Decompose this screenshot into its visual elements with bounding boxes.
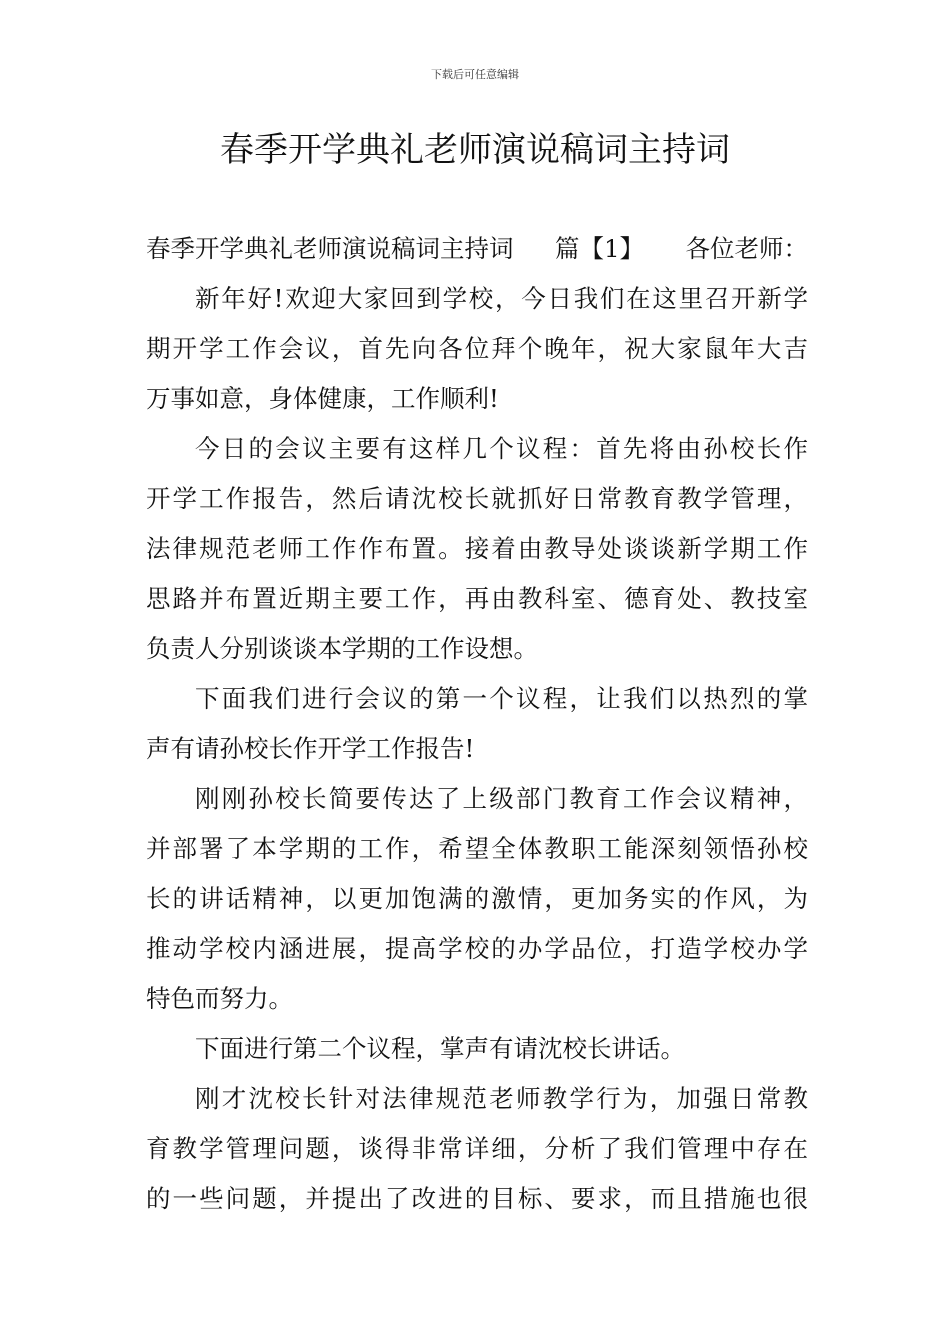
text-line: 声有请孙校长作开学工作报告! bbox=[146, 734, 475, 763]
header-note: 下载后可任意编辑 bbox=[431, 68, 519, 81]
paragraph bbox=[146, 1074, 808, 1224]
opening-heading: 春季开学典礼老师演说稿词主持词 bbox=[146, 234, 514, 263]
text-line: 特色而努力。 bbox=[146, 984, 293, 1013]
text-line: 法律规范老师工作作布置。接着由教导处谈谈新学期工作 bbox=[146, 534, 808, 563]
text-line: 今日的会议主要有这样几个议程：首先将由孙校长作 bbox=[195, 434, 808, 463]
text-line: 育教学管理问题，谈得非常详细，分析了我们管理中存在 bbox=[146, 1134, 808, 1163]
text-line: 下面我们进行会议的第一个议程，让我们以热烈的掌 bbox=[195, 684, 808, 713]
section-label: 篇【1】 bbox=[554, 234, 645, 263]
text-line: 开学工作报告，然后请沈校长就抓好日常教育教学管理， bbox=[146, 484, 808, 513]
text-line: 下面进行第二个议程，掌声有请沈校长讲话。 bbox=[195, 1034, 685, 1063]
text-line: 推动学校内涵进展，提高学校的办学品位，打造学校办学 bbox=[146, 934, 808, 963]
document-body bbox=[146, 224, 808, 1224]
text-line: 期开学工作会议，首先向各位拜个晚年，祝大家鼠年大吉 bbox=[146, 334, 808, 363]
text-line: 新年好!欢迎大家回到学校，今日我们在这里召开新学 bbox=[195, 284, 808, 313]
text-line: 负责人分别谈谈本学期的工作设想。 bbox=[146, 634, 538, 663]
text-line: 并部署了本学期的工作，希望全体教职工能深刻领悟孙校 bbox=[146, 834, 808, 863]
text-line: 思路并布置近期主要工作，再由教科室、德育处、教技室 bbox=[146, 584, 808, 613]
paragraph bbox=[146, 774, 808, 1024]
paragraph bbox=[146, 674, 808, 774]
salutation: 各位老师： bbox=[685, 234, 808, 263]
text-line: 万事如意，身体健康，工作顺利! bbox=[146, 384, 499, 413]
paragraph bbox=[146, 424, 808, 674]
text-line: 长的讲话精神，以更加饱满的激情，更加务实的作风，为 bbox=[146, 884, 808, 913]
paragraph bbox=[146, 274, 808, 424]
paragraph bbox=[146, 1024, 808, 1074]
text-line: 的一些问题，并提出了改进的目标、要求，而且措施也很 bbox=[146, 1184, 808, 1213]
opening-line bbox=[146, 224, 808, 274]
text-line: 刚才沈校长针对法律规范老师教学行为，加强日常教 bbox=[195, 1084, 808, 1113]
text-line: 刚刚孙校长简要传达了上级部门教育工作会议精神， bbox=[195, 784, 808, 813]
document-title: 春季开学典礼老师演说稿词主持词 bbox=[220, 130, 730, 170]
